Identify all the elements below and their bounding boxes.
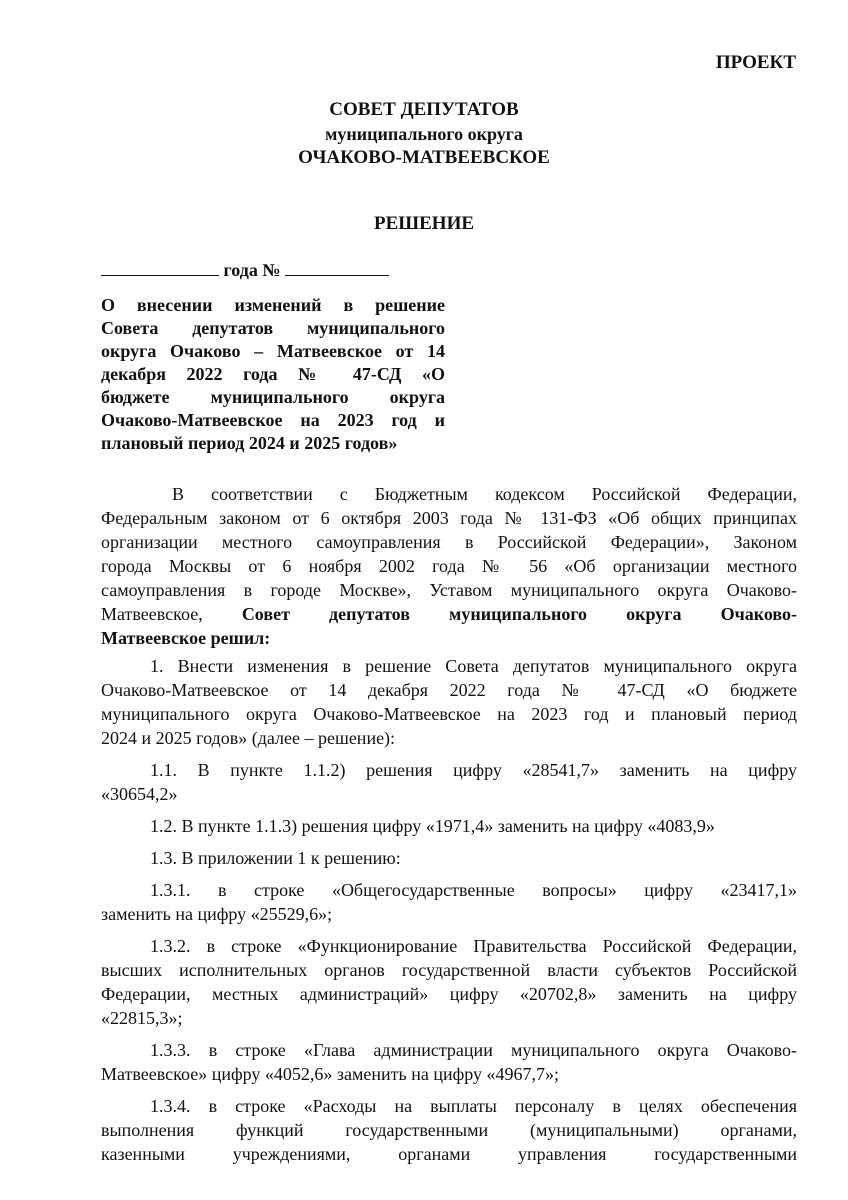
- item-line: муниципального округа Очаково-Матвеевское на 2023 год и плановый период: [101, 704, 797, 724]
- subject-line: округа Очаково – Матвеевское от 14: [101, 341, 445, 361]
- date-blank: [101, 259, 219, 276]
- resolution-formula: Совет депутатов муниципального округа Очаково-: [241, 604, 798, 624]
- preamble-line: города Москвы от 6 ноября 2002 года № 56 «Об организации местного: [101, 556, 797, 576]
- preamble: [101, 482, 797, 650]
- item-line: 1.3. В приложении 1 к решению:: [150, 848, 401, 868]
- decision-subject: [101, 294, 445, 455]
- subject-line: О внесении изменений в решение: [101, 295, 445, 315]
- preamble-line: самоуправления в городе Москве», Уставом муниципального округа Очаково-: [101, 580, 797, 600]
- item-1-3-2: [101, 934, 797, 1030]
- preamble-text: Матвеевское,: [101, 604, 203, 624]
- item-line: 1.3.3. в строке «Глава администрации муниципального округа Очаково-: [150, 1040, 797, 1060]
- item-line: 1. Внести изменения в решение Совета депутатов муниципального округа: [150, 656, 797, 676]
- preamble-line: [101, 602, 797, 626]
- council-header: [0, 98, 848, 170]
- date-number-line: [101, 259, 389, 281]
- council-subtitle: муниципального округа: [325, 124, 523, 144]
- item-line: 1.1. В пункте 1.1.2) решения цифру «28541,7» заменить на цифру: [150, 760, 797, 780]
- subject-line: Очаково-Матвеевское на 2023 год и: [101, 410, 445, 430]
- item-line: «22815,3»;: [101, 1008, 183, 1028]
- district-name: ОЧАКОВО-МАТВЕЕВСКОЕ: [298, 147, 550, 168]
- item-line: Очаково-Матвеевское от 14 декабря 2022 года № 47-СД «О бюджете: [101, 680, 797, 700]
- preamble-line: В соответствии с Бюджетным кодексом Российской Федерации,: [172, 484, 797, 504]
- preamble-line: организации местного самоуправления в Российской Федерации», Законом: [101, 532, 797, 552]
- subject-line: Совета депутатов муниципального: [101, 318, 445, 338]
- subject-line: декабря 2022 года № 47-СД «О: [101, 364, 445, 384]
- item-1-1: [101, 758, 797, 806]
- council-title: СОВЕТ ДЕПУТАТОВ: [329, 99, 519, 120]
- item-line: 2024 и 2025 годов» (далее – решение):: [101, 728, 396, 748]
- preamble-line: [101, 626, 797, 650]
- item-line: выполнения функций государственными (муниципальными) органами,: [101, 1120, 797, 1140]
- item-line: 1.3.2. в строке «Функционирование Правительства Российской Федерации,: [150, 936, 797, 956]
- item-1-3: [101, 846, 797, 870]
- item-line: Федерации, местных администраций» цифру «20702,8» заменить на цифру: [101, 984, 797, 1004]
- year-number-label: года №: [223, 260, 281, 280]
- preamble-line: Федеральным законом от 6 октября 2003 года № 131-ФЗ «Об общих принципах: [101, 508, 797, 528]
- item-line: 1.2. В пункте 1.1.3) решения цифру «1971,4» заменить на цифру «4083,9»: [150, 816, 715, 836]
- number-blank: [285, 259, 389, 276]
- item-line: заменить на цифру «25529,6»;: [101, 904, 333, 924]
- item-1: [101, 654, 797, 750]
- resolution-formula-end: Матвеевское решил:: [101, 628, 271, 648]
- subject-line: плановый период 2024 и 2025 годов»: [101, 433, 398, 453]
- item-line: высших исполнительных органов государственной власти субъектов Российской: [101, 960, 797, 980]
- item-line: 1.3.1. в строке «Общегосударственные вопросы» цифру «23417,1»: [150, 880, 797, 900]
- item-1-3-1: [101, 878, 797, 926]
- item-line: казенными учреждениями, органами управления государственными: [101, 1144, 797, 1164]
- item-line: Матвеевское» цифру «4052,6» заменить на цифру «4967,7»;: [101, 1064, 560, 1084]
- item-1-3-4: [101, 1094, 797, 1166]
- item-1-3-3: [101, 1038, 797, 1086]
- item-1-2: [101, 814, 797, 838]
- draft-stamp: ПРОЕКТ: [715, 52, 796, 73]
- decision-title: РЕШЕНИЕ: [373, 213, 475, 234]
- item-line: «30654,2»: [101, 784, 178, 804]
- decision-body: [101, 482, 797, 1166]
- subject-line: бюджете муниципального округа: [101, 387, 445, 407]
- item-line: 1.3.4. в строке «Расходы на выплаты персоналу в целях обеспечения: [150, 1096, 797, 1116]
